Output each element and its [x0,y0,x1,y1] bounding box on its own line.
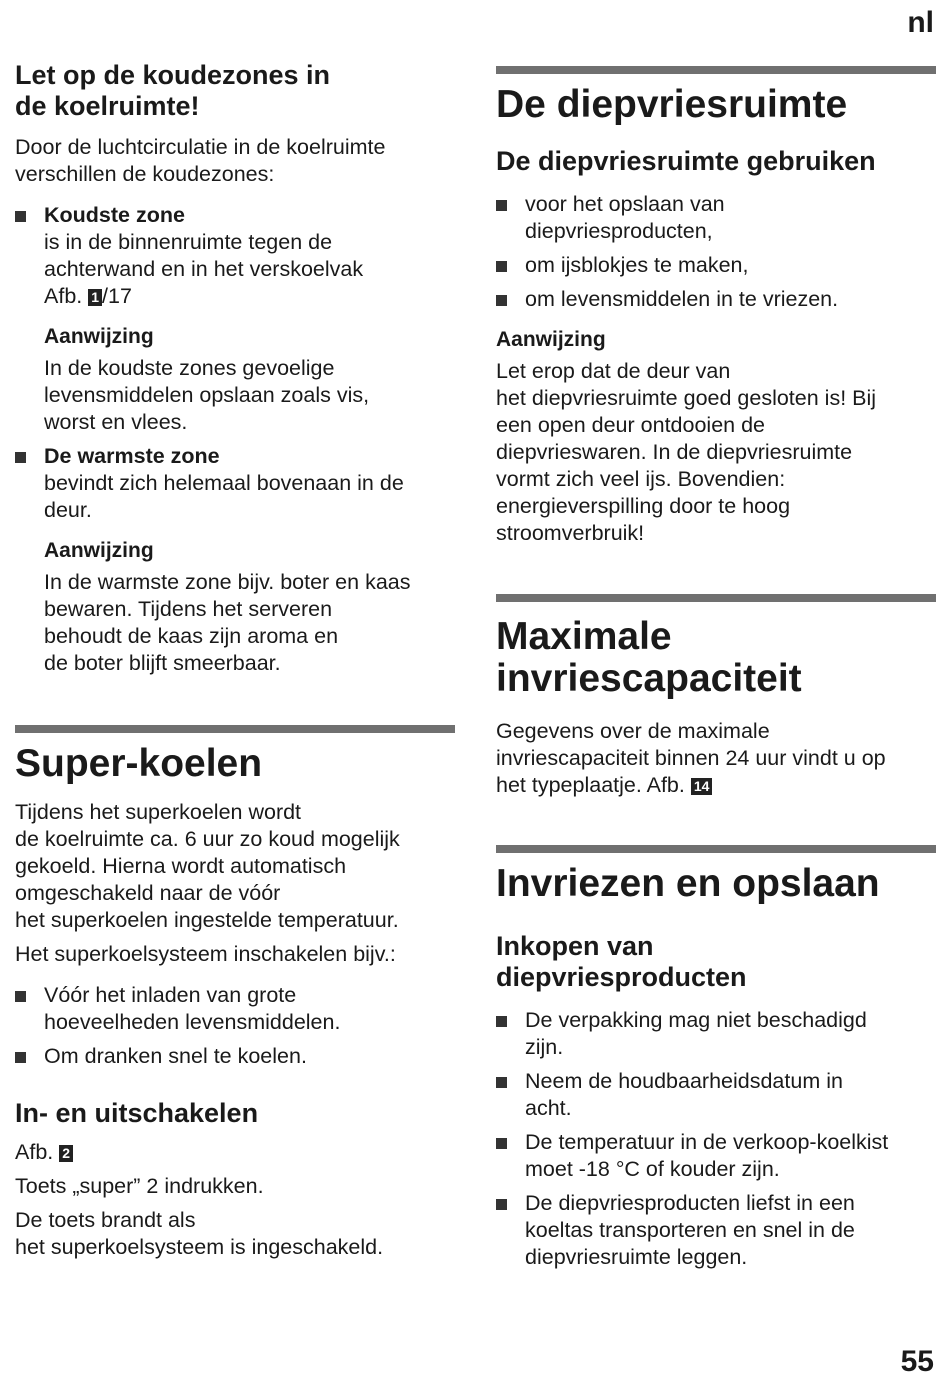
superkoelen-paragraph: Tijdens het superkoelen wordt de koelruimte ca. 6 uur zo koud mogelijk gekoeld. Hierna wordt automatisch omgeschakeld naar de vóór het superkoelen ingestelde temperatuur. [15,800,400,932]
list-item: De warmste zone bevindt zich helemaal bovenaan in de deur. [15,443,455,524]
schakelen-afb: Afb. 2 [15,1139,455,1166]
invriescapaciteit-heading: Maximale invriescapaciteit [496,615,802,700]
list-item: De verpakking mag niet beschadigd zijn. [496,1007,936,1061]
superkoelen-list [15,982,455,1070]
list-item: Koudste zone is in de binnenruimte tegen de achterwand en in het verskoelvak Afb. 1 /17 [15,202,455,310]
page-number: 55 [900,1345,934,1378]
note-block: Aanwijzing Let erop dat de deur van het diepvriesruimte goed gesloten is! Bij een open deur ontdooien de diepvrieswaren. In de diepvriesruimte vormt zich veel ijs. Bovendien: energieverspilling door te hoog stroomverbruik! [496,328,877,545]
schakelen-paragraph-2: De toets brandt als het superkoelsysteem is ingeschakeld. [15,1208,384,1259]
inkopen-heading: Inkopen van diepvriesproducten [496,931,747,992]
superkoelen-heading: Super-koelen [15,742,263,785]
list-item: Om dranken snel te koelen. [15,1043,455,1070]
list-item: Vóór het inladen van grote hoeveelheden levensmiddelen. [15,982,455,1036]
list-item: De temperatuur in de verkoop-koelkist moet -18 °C of kouder zijn. [496,1129,936,1183]
note-block: Aanwijzing In de warmste zone bijv. boter en kaas bewaren. Tijdens het serveren behoudt de kaas zijn aroma en de boter blijft smeerbaar. [44,539,411,675]
coldzones-list-2 [15,443,455,524]
right-column [496,0,936,1271]
left-column [15,0,455,1261]
schakelen-paragraph: Toets „super” 2 indrukken. [15,1174,264,1198]
section-divider [496,66,936,74]
figure-ref: 1 [88,289,102,306]
section-divider [496,845,936,853]
coldzones-heading: Let op de koudezones in de koelruimte! [15,60,331,121]
list-item: om ijsblokjes te maken, [496,252,936,279]
note-block: Aanwijzing In de koudste zones gevoelige levensmiddelen opslaan zoals vis, worst en vlees. [44,325,370,434]
list-item: om levensmiddelen in te vriezen. [496,286,936,313]
superkoelen-paragraph-2: Het superkoelsysteem inschakelen bijv.: [15,942,396,966]
section-divider [15,725,455,733]
gebruiken-list [496,191,936,313]
gebruiken-heading: De diepvriesruimte gebruiken [496,146,876,176]
list-item: voor het opslaan van diepvriesproducten, [496,191,936,245]
figure-ref: 14 [691,778,713,795]
list-item: Neem de houdbaarheidsdatum in acht. [496,1068,936,1122]
coldzones-intro: Door de luchtcirculatie in de koelruimte verschillen de koudezones: [15,135,386,186]
diepvriesruimte-heading: De diepvriesruimte [496,83,848,126]
inkopen-list [496,1007,936,1271]
language-label: nl [907,6,934,39]
invriescapaciteit-paragraph: Gegevens over de maximale invriescapaciteit binnen 24 uur vindt u op het typeplaatje. Afb. 14 [496,719,886,797]
list-item: De diepvriesproducten liefst in een koeltas transporteren en snel in de diepvriesruimte leggen. [496,1190,936,1271]
coldzones-list [15,202,455,310]
figure-ref: 2 [59,1145,73,1162]
schakelen-heading: In- en uitschakelen [15,1098,259,1128]
invriezen-heading: Invriezen en opslaan [496,862,880,905]
section-divider [496,594,936,602]
